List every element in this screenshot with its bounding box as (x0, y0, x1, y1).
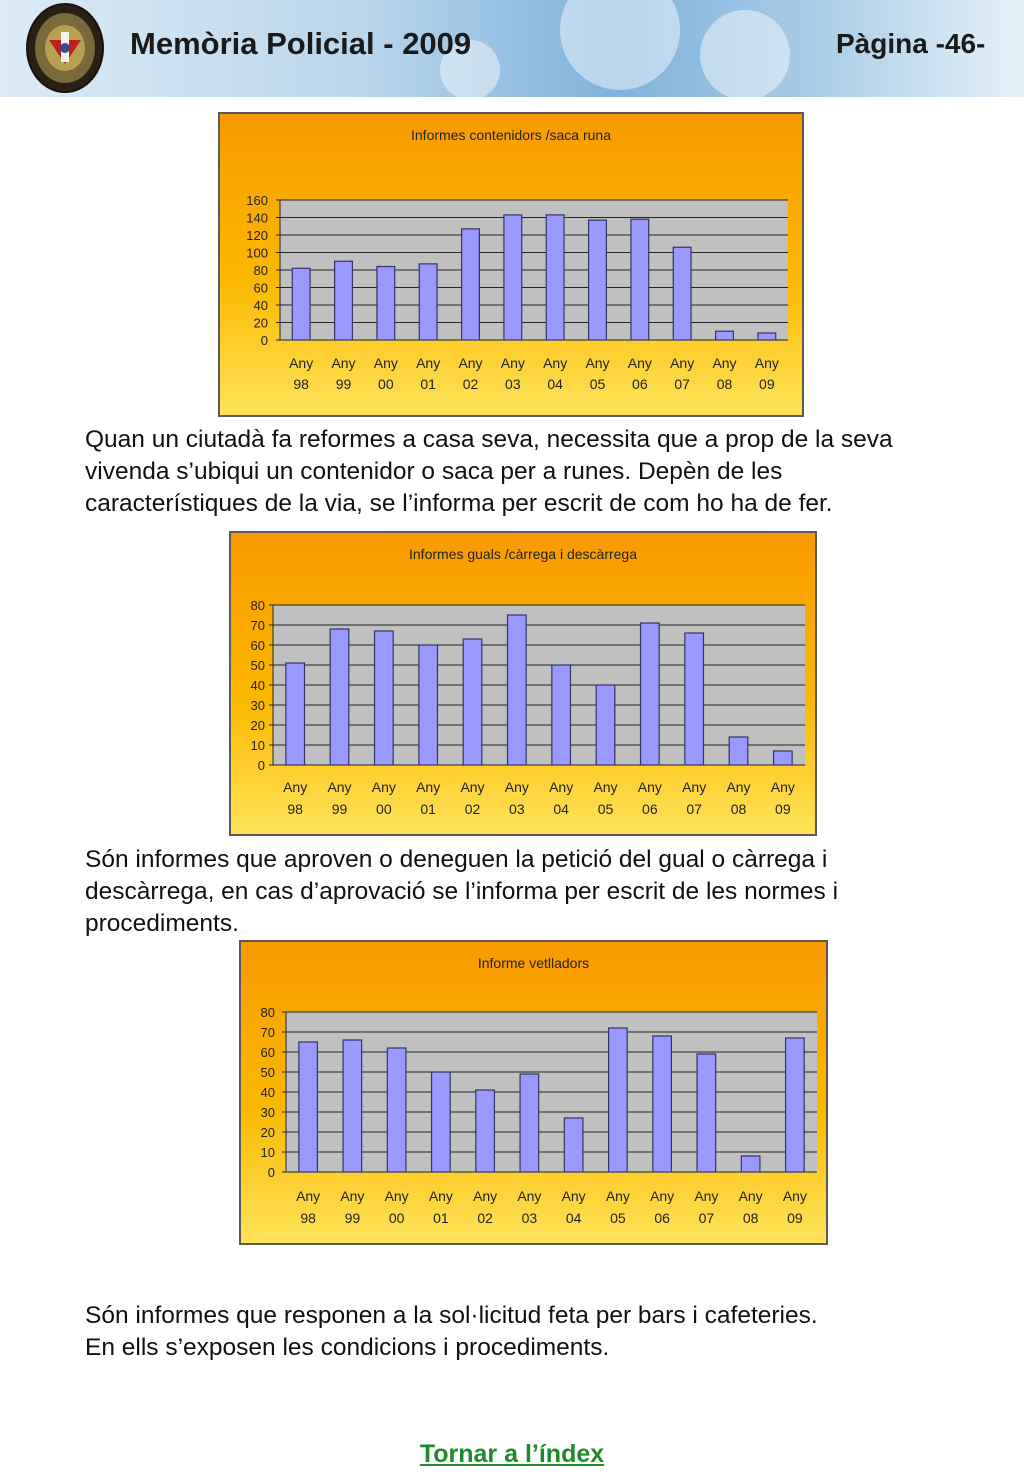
bar (653, 1036, 672, 1172)
header-banner (0, 0, 1024, 97)
bar (564, 1118, 583, 1172)
y-tick-label: 40 (253, 298, 268, 313)
x-tick-label: Any (585, 355, 610, 371)
x-tick-label: Any (770, 779, 795, 795)
x-tick-label: 01 (433, 1210, 449, 1226)
x-tick-label: 98 (293, 376, 309, 392)
chart-title: Informes guals /càrrega i descàrrega (409, 546, 637, 562)
x-tick-label: 03 (521, 1210, 538, 1226)
x-tick-label: Any (738, 1188, 763, 1204)
paragraph-line: En ells s’exposen les condicions i procediments. (85, 1334, 610, 1361)
bar (697, 1054, 716, 1172)
bar (387, 1048, 406, 1172)
back-to-index-link[interactable]: Tornar a l’índex (419, 1440, 605, 1468)
y-tick-label: 10 (250, 738, 265, 753)
paragraph-line: Quan un ciutadà fa reformes a casa seva, necessita que a prop de la seva (85, 426, 893, 453)
paragraph-vetlladors (85, 1300, 818, 1364)
bar (685, 633, 704, 765)
y-tick-label: 60 (253, 280, 268, 296)
bar (758, 333, 776, 340)
bar (552, 665, 571, 765)
x-tick-label: 98 (287, 801, 303, 817)
x-tick-label: 08 (730, 801, 747, 817)
x-tick-label: 99 (344, 1210, 361, 1226)
x-tick-label: 99 (331, 801, 348, 817)
paragraph-line: Són informes que responen a la sol·licitud feta per bars i cafeteries. (85, 1302, 818, 1329)
y-tick-label: 30 (260, 1105, 275, 1120)
x-tick-label: Any (549, 779, 574, 795)
chart-vetlladors-svg (241, 942, 826, 1243)
y-tick-label: 0 (267, 1165, 275, 1180)
paragraph-line: procediments. (85, 910, 239, 937)
y-tick-label: 80 (250, 598, 265, 613)
x-tick-label: Any (296, 1188, 321, 1204)
y-tick-label: 100 (246, 245, 268, 261)
y-tick-label: 80 (260, 1005, 275, 1020)
x-tick-label: 05 (597, 801, 614, 817)
y-tick-label: 60 (250, 638, 265, 653)
bar (716, 331, 734, 340)
x-tick-label: Any (384, 1188, 409, 1204)
bar (508, 615, 527, 765)
x-tick-label: 02 (477, 1210, 493, 1226)
x-tick-label: Any (605, 1188, 630, 1204)
x-tick-label: Any (416, 355, 441, 371)
bar (432, 1072, 451, 1172)
y-tick-label: 30 (250, 698, 265, 713)
x-tick-label: 07 (698, 1210, 715, 1226)
x-tick-label: Any (283, 779, 308, 795)
bar (546, 215, 564, 340)
bar (741, 1156, 760, 1172)
x-tick-label: Any (473, 1188, 498, 1204)
y-tick-label: 40 (250, 678, 265, 693)
chart-title: Informe vetlladors (477, 955, 590, 971)
x-tick-label: Any (416, 779, 441, 795)
bar (589, 220, 607, 340)
y-tick-label: 0 (257, 758, 265, 773)
x-tick-label: Any (373, 355, 398, 371)
y-tick-label: 120 (246, 228, 268, 243)
bar (463, 639, 482, 765)
x-tick-label: Any (682, 779, 707, 795)
x-tick-label: 08 (742, 1210, 759, 1226)
document-title: Memòria Policial - 2009 (130, 26, 472, 61)
y-tick-label: 60 (260, 1045, 275, 1060)
bar (299, 1042, 318, 1172)
paragraph-line: vivenda s’ubiqui un contenidor o saca per a runes. Depèn de les (85, 458, 783, 485)
x-tick-label: Any (726, 779, 751, 795)
bar (631, 219, 649, 340)
x-tick-label: 03 (505, 376, 521, 392)
chart-guals (229, 531, 817, 836)
x-tick-label: Any (327, 779, 352, 795)
x-tick-label: 06 (654, 1210, 670, 1226)
bar (335, 261, 353, 340)
paragraph-line: descàrrega, en cas d’aprovació se l’informa per escrit de les normes i (85, 878, 839, 905)
x-tick-label: Any (593, 779, 618, 795)
x-tick-label: Any (712, 355, 737, 371)
bar (673, 247, 691, 340)
bar (286, 663, 305, 765)
paragraph-line: Són informes que aproven o deneguen la petició del gual o càrrega i (85, 846, 828, 873)
x-tick-label: Any (428, 1188, 453, 1204)
x-tick-label: Any (543, 355, 568, 371)
x-tick-label: 01 (420, 801, 436, 817)
y-tick-label: 80 (253, 263, 268, 278)
x-tick-label: Any (340, 1188, 365, 1204)
x-tick-label: Any (782, 1188, 807, 1204)
page-number: Pàgina -46- (836, 28, 986, 59)
x-tick-label: 03 (509, 801, 525, 817)
x-tick-label: Any (561, 1188, 586, 1204)
x-tick-label: 01 (420, 376, 436, 392)
y-tick-label: 70 (260, 1025, 275, 1040)
x-tick-label: Any (637, 779, 662, 795)
x-tick-label: Any (371, 779, 396, 795)
x-tick-label: 07 (686, 801, 702, 817)
x-tick-label: 98 (300, 1210, 316, 1226)
x-tick-label: 04 (547, 376, 563, 392)
x-tick-label: 08 (716, 376, 733, 392)
bar (729, 737, 748, 765)
x-tick-label: 02 (464, 801, 481, 817)
bar (476, 1090, 495, 1172)
y-tick-label: 50 (250, 658, 265, 673)
x-tick-label: 06 (632, 376, 648, 392)
x-tick-label: Any (458, 355, 483, 371)
bar (343, 1040, 362, 1172)
chart-title: Informes contenidors /saca runa (411, 127, 611, 143)
x-tick-label: Any (289, 355, 314, 371)
bar (375, 631, 394, 765)
chart-contenidors-svg (220, 114, 802, 415)
x-tick-label: 09 (759, 376, 775, 392)
x-tick-label: 00 (388, 1210, 405, 1226)
y-tick-label: 20 (250, 718, 265, 733)
x-tick-label: 05 (610, 1210, 626, 1226)
paragraph-contenidors (85, 424, 893, 520)
bar (596, 685, 615, 765)
bar (774, 751, 793, 765)
x-tick-label: Any (754, 355, 779, 371)
bar (292, 268, 310, 340)
y-tick-label: 20 (260, 1125, 275, 1140)
paragraph-line: característiques de la via, se l’informa per escrit de com ho ha de fer. (85, 490, 833, 517)
x-tick-label: 02 (462, 376, 479, 392)
x-tick-label: 00 (378, 376, 394, 392)
chart-vetlladors (239, 940, 828, 1245)
bar (462, 229, 480, 340)
y-tick-label: 70 (250, 618, 265, 633)
bar (609, 1028, 628, 1172)
x-tick-label: 04 (565, 1210, 582, 1226)
bar (786, 1038, 805, 1172)
police-badge-icon (24, 2, 106, 94)
y-tick-label: 140 (246, 210, 268, 226)
chart-contenidors (218, 112, 804, 417)
x-tick-label: 05 (589, 376, 606, 392)
x-tick-label: Any (500, 355, 525, 371)
bar (419, 645, 438, 765)
y-tick-label: 0 (260, 333, 268, 348)
x-tick-label: 00 (376, 801, 392, 817)
x-tick-label: 09 (775, 801, 791, 817)
x-tick-label: Any (670, 355, 695, 371)
chart-guals-svg (231, 533, 815, 834)
bar (419, 264, 437, 340)
x-tick-label: 04 (553, 801, 569, 817)
bar (504, 215, 522, 340)
y-tick-label: 160 (246, 193, 268, 208)
y-tick-label: 10 (260, 1145, 275, 1160)
x-tick-label: 09 (787, 1210, 803, 1226)
x-tick-label: 07 (674, 376, 690, 392)
x-tick-label: 06 (642, 801, 658, 817)
bar (330, 629, 349, 765)
bar (377, 267, 395, 341)
x-tick-label: Any (331, 355, 356, 371)
x-tick-label: Any (504, 779, 529, 795)
x-tick-label: Any (694, 1188, 719, 1204)
bar (641, 623, 660, 765)
y-tick-label: 50 (260, 1065, 275, 1080)
y-tick-label: 20 (253, 315, 268, 331)
x-tick-label: Any (627, 355, 652, 371)
x-tick-label: Any (460, 779, 485, 795)
x-tick-label: Any (650, 1188, 675, 1204)
y-tick-label: 40 (260, 1085, 275, 1100)
x-tick-label: Any (517, 1188, 542, 1204)
bar (520, 1074, 539, 1172)
x-tick-label: 99 (335, 376, 352, 392)
paragraph-guals (85, 844, 838, 940)
